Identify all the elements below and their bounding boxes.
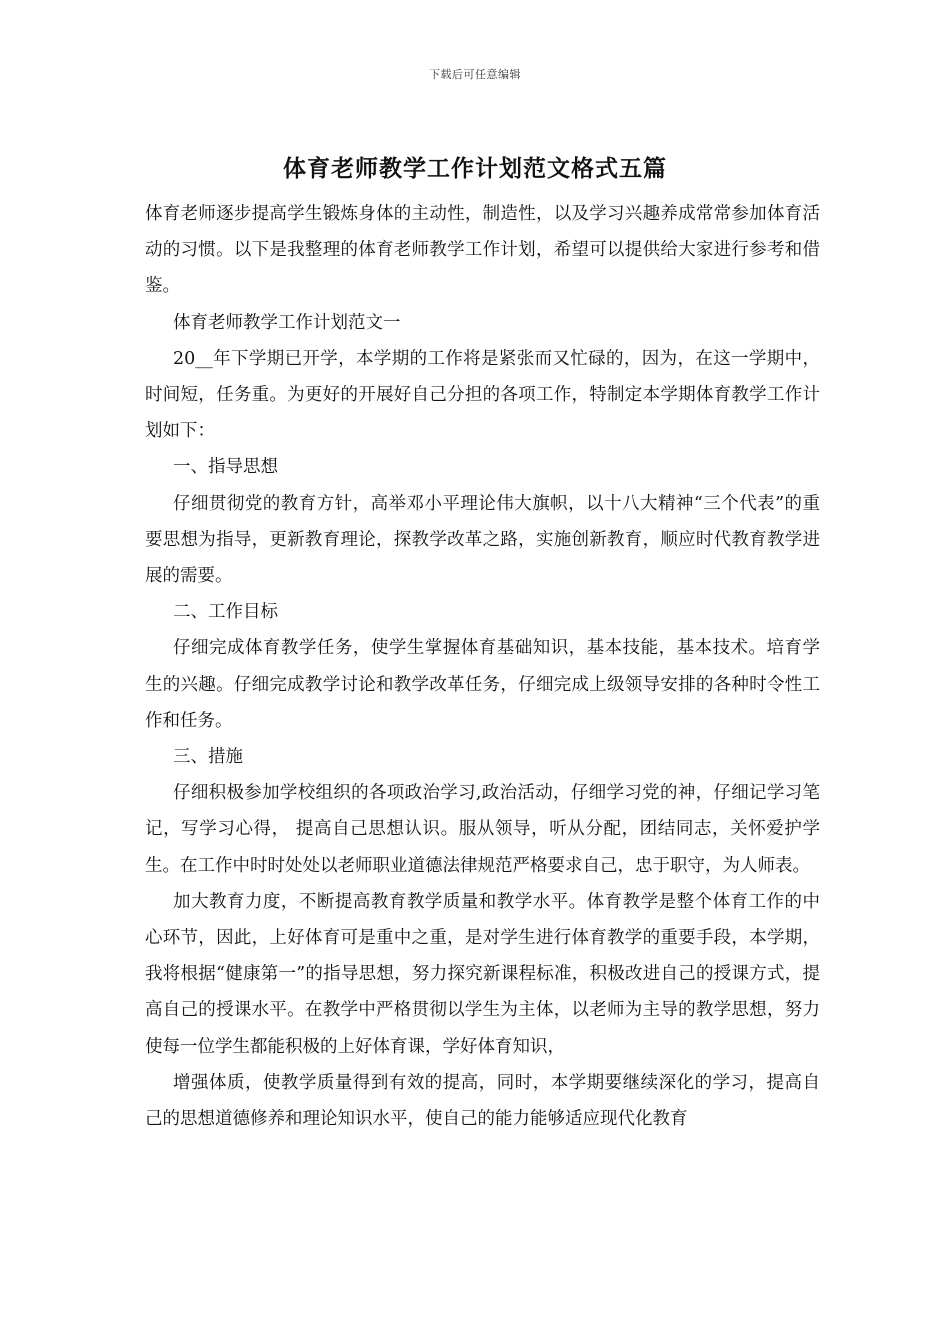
paragraph-measures-teaching: 加大教育力度，不断提高教育教学质量和教学水平。体育教学是整个体育工作的中心环节，因此，上好体育可是重中之重，是对学生进行体育教学的重要手段，本学期，我将根据“健康第一”的指导思想，努力探究新课程标准，积极改进自己的授课方式，提高自己的授课水平。在教学中严格贯彻以学生为主体，以老师为主导的教学思想，努力使每一位学生都能积极的上好体育课，学好体育知识， (145, 891, 820, 1057)
paragraph-semester: 20__年下学期已开学，本学期的工作将是紧张而又忙碌的，因为，在这一学期中，时间短，任务重。为更好的开展好自己分担的各项工作，特制定本学期体育教学工作计划如下： (145, 348, 820, 442)
paragraph-goals: 仔细完成体育教学任务，使学生掌握体育基础知识，基本技能，基本技术。培育学生的兴趣。仔细完成教学讨论和教学改革任务，仔细完成上级领导安排的各种时令性工作和任务。 (145, 638, 820, 731)
paragraph-guiding-thought: 仔细贯彻党的教育方针，高举邓小平理论伟大旗帜，以十八大精神“三个代表”的重要思想为指导，更新教育理论，探教学改革之路，实施创新教育，顺应时代教育教学进展的需要。 (145, 493, 820, 587)
document-body (145, 196, 820, 1137)
section-heading-plan-one: 体育老师教学工作计划范文一 (173, 312, 401, 333)
paragraph-intro: 体育老师逐步提高学生锻炼身体的主动性，制造性，以及学习兴趣养成常常参加体育活动的习惯。以下是我整理的体育老师教学工作计划，希望可以提供给大家进行参考和借鉴。 (145, 204, 820, 297)
paragraph-measures-study: 仔细积极参加学校组织的各项政治学习,政治活动，仔细学习党的神，仔细记学习笔记，写学习心得， 提高自己思想认识。服从领导，听从分配，团结同志，关怀爱护学生。在工作中时时处处以老师职业道德法律规范严格要求自己，忠于职守，为人师表。 (145, 783, 820, 876)
section-heading-measures: 三、措施 (173, 747, 243, 768)
section-heading-goals: 二、工作目标 (173, 602, 278, 623)
header-note: 下载后可任意编辑 (429, 68, 521, 81)
section-heading-guiding-thought: 一、指导思想 (173, 457, 278, 478)
paragraph-measures-quality: 增强体质，使教学质量得到有效的提高，同时，本学期要继续深化的学习，提高自己的思想道德修养和理论知识水平，使自己的能力能够适应现代化教育 (145, 1072, 820, 1130)
document-title: 体育老师教学工作计划范文格式五篇 (283, 155, 667, 182)
